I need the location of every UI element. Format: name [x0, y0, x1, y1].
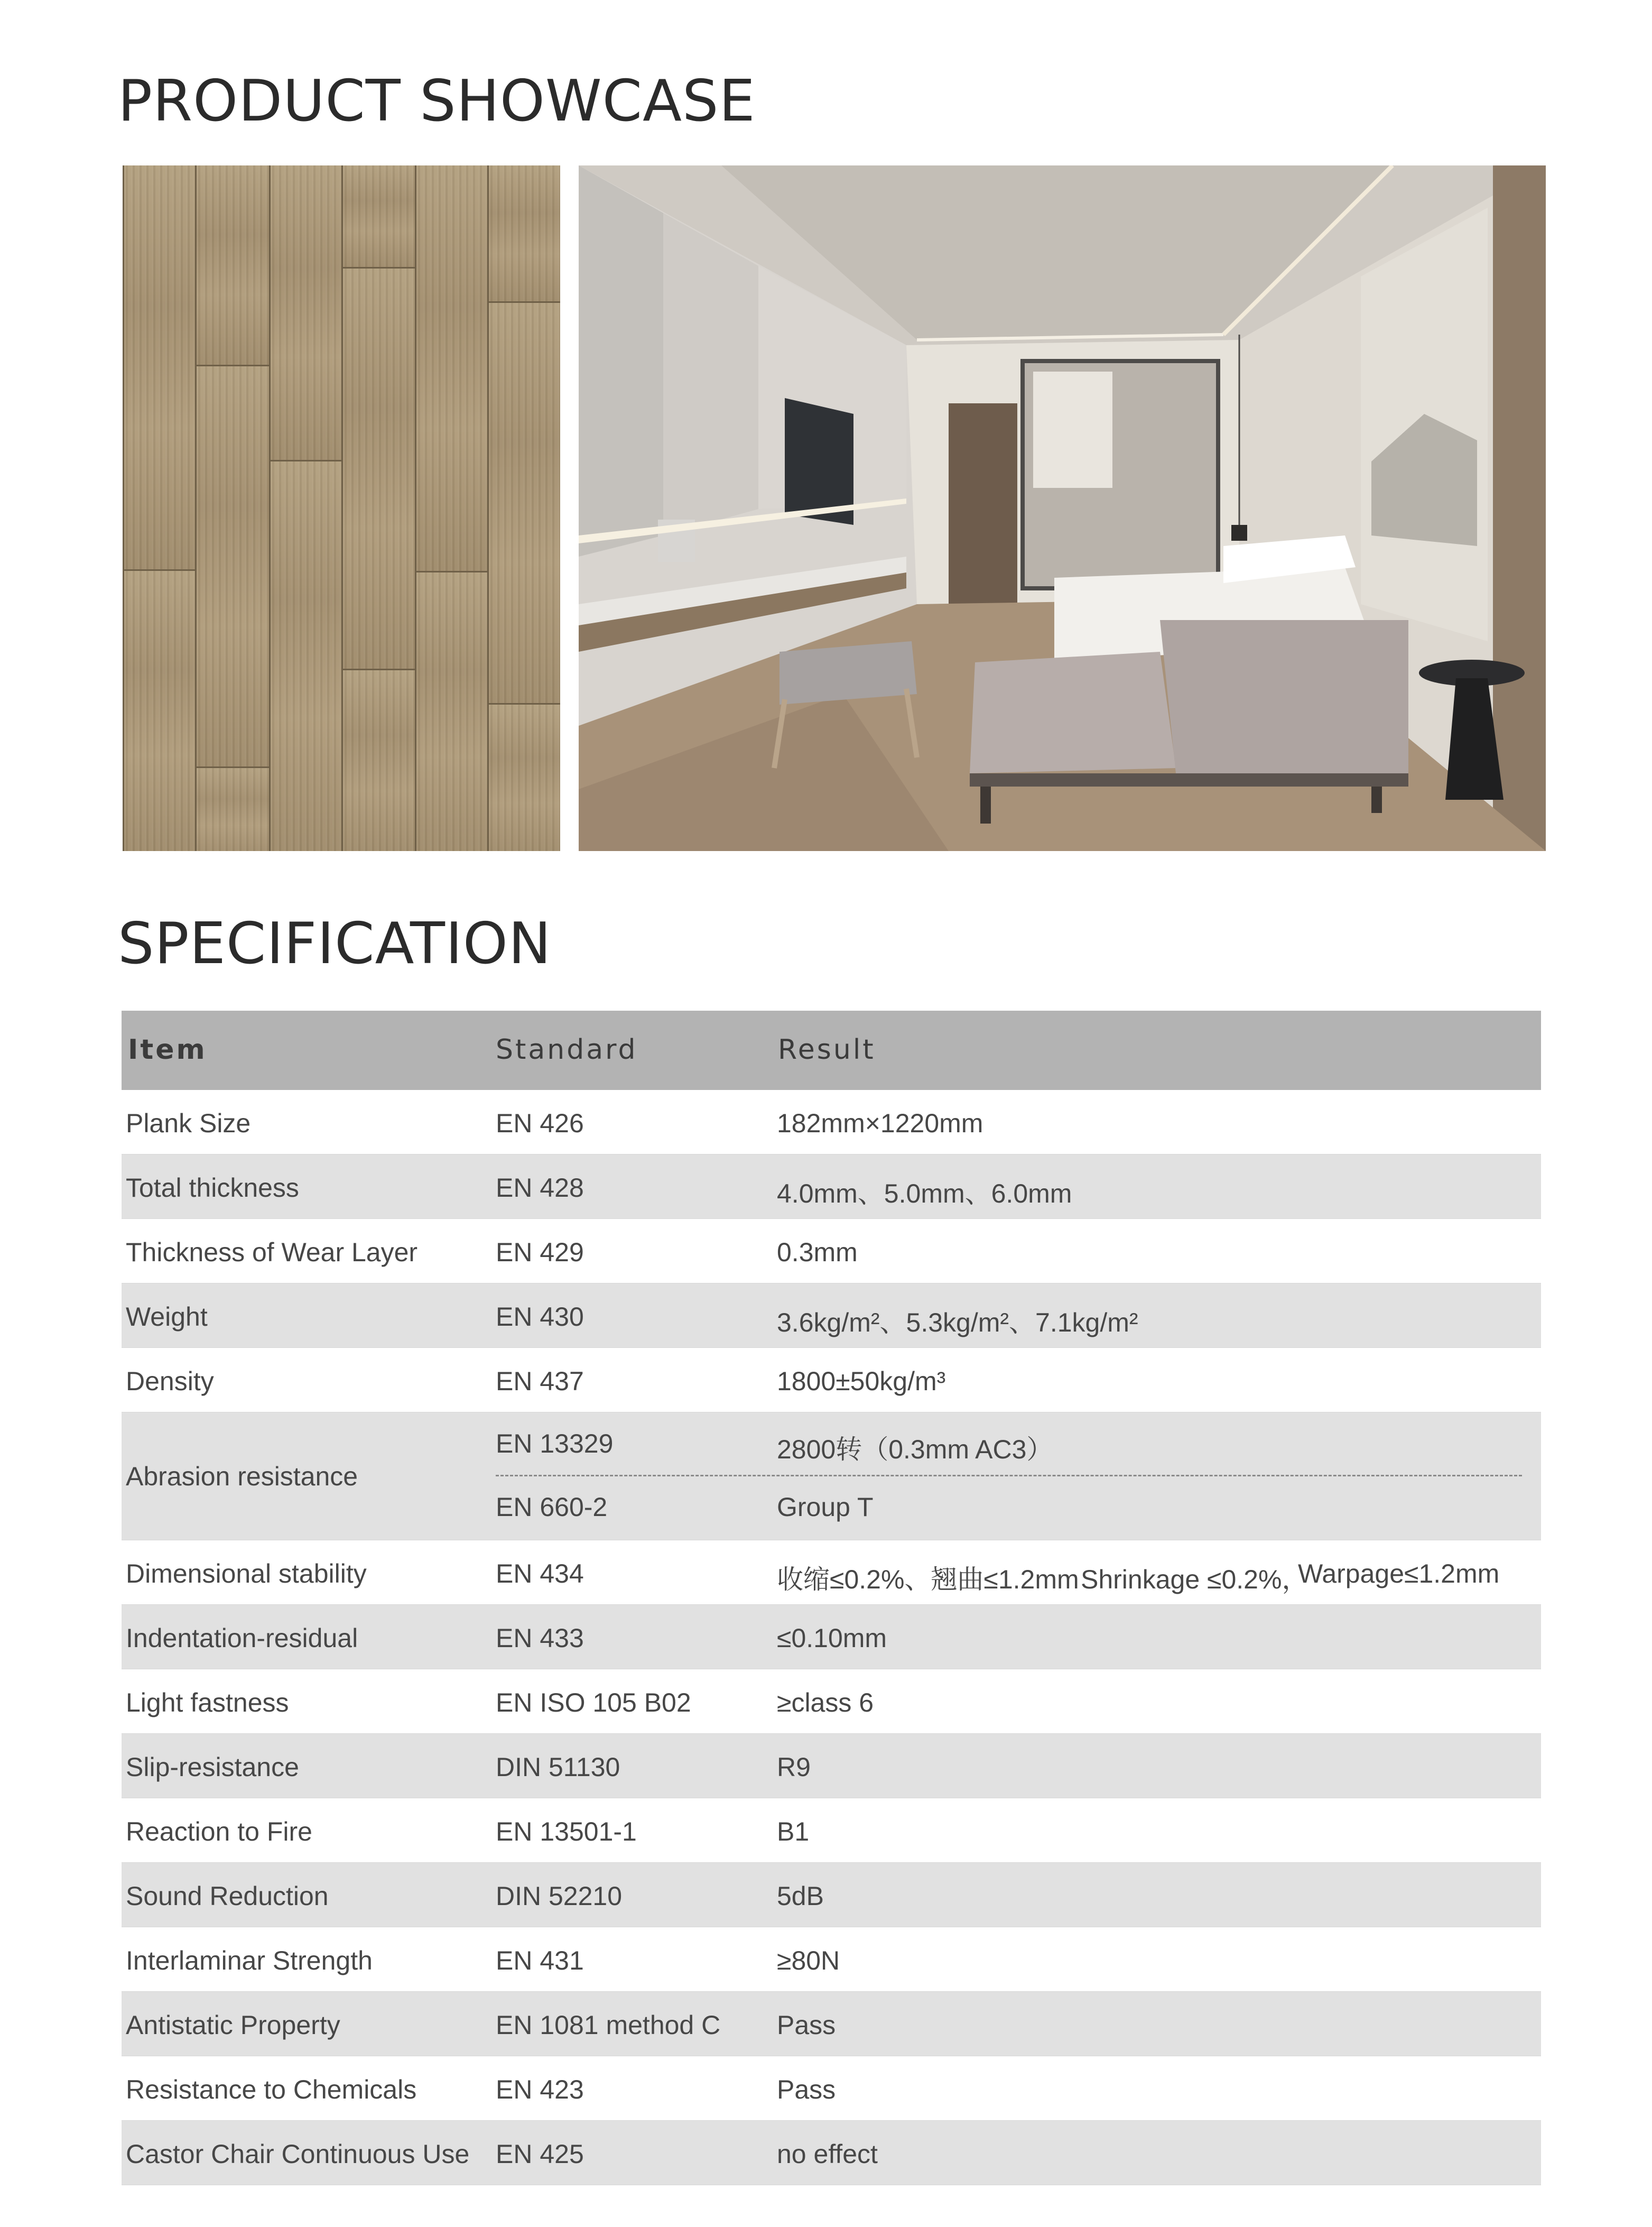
row-result: 1800±50kg/m³ [777, 1366, 946, 1396]
showcase-heading: PRODUCT SHOWCASE [118, 68, 756, 134]
row-standard: EN 429 [496, 1237, 584, 1267]
row-item: Indentation-residual [126, 1623, 358, 1653]
row-result: Pass [777, 2010, 836, 2040]
row-standard: DIN 51130 [496, 1752, 620, 1782]
row-standard: DIN 52210 [496, 1881, 623, 1911]
row-result: ≥80N [777, 1946, 840, 1975]
row-result: Pass [777, 2075, 836, 2104]
row-item: Plank Size [126, 1108, 251, 1138]
row-item: Resistance to Chemicals [126, 2075, 417, 2104]
row-standard-a: EN 13329 [496, 1429, 614, 1458]
specification-table [122, 1011, 1541, 2185]
header-result: Result [778, 1034, 876, 1066]
bedroom-illustration [579, 165, 1546, 851]
table-row [122, 1669, 1541, 1734]
row-result: 5dB [777, 1881, 824, 1911]
row-result: 4.0mm、5.0mm、6.0mm [777, 1179, 1072, 1208]
table-row [122, 2056, 1541, 2121]
row-result: B1 [777, 1817, 810, 1846]
table-row [122, 2121, 1541, 2185]
row-item: Sound Reduction [126, 1881, 329, 1911]
row-standard: EN ISO 105 B02 [496, 1688, 691, 1717]
row-standard: EN 1081 method C [496, 2010, 721, 2040]
row-result-shrinkage: Shrinkage ≤0.2%， [1081, 1565, 1308, 1594]
row-result: 0.3mm [777, 1237, 858, 1267]
row-item: Weight [126, 1302, 208, 1332]
row-item: Abrasion resistance [126, 1462, 358, 1491]
row-item: Castor Chair Continuous Use [126, 2139, 470, 2169]
row-result: ≤0.10mm [777, 1623, 887, 1653]
bedroom-image [579, 165, 1546, 851]
row-item: Thickness of Wear Layer [126, 1237, 418, 1267]
row-item: Slip-resistance [126, 1752, 299, 1782]
row-result: no effect [777, 2139, 878, 2169]
row-standard: EN 434 [496, 1559, 584, 1588]
row-result: ≥class 6 [777, 1688, 874, 1717]
row-standard: EN 437 [496, 1366, 584, 1396]
row-standard: EN 428 [496, 1173, 584, 1203]
row-result: 收缩≤0.2%、翘曲≤1.2mm [777, 1565, 1079, 1594]
table-row [122, 1992, 1541, 2056]
row-standard: EN 430 [496, 1302, 584, 1332]
row-standard: EN 423 [496, 2075, 584, 2104]
row-standard: EN 425 [496, 2139, 584, 2169]
row-item: Antistatic Property [126, 2010, 340, 2040]
row-result-b: Group T [777, 1492, 874, 1522]
specification-heading: SPECIFICATION [118, 911, 552, 977]
row-standard: EN 431 [496, 1946, 584, 1975]
row-result: 182mm×1220mm [777, 1108, 983, 1138]
row-result: R9 [777, 1752, 811, 1782]
row-result-a: 2800转（0.3mm AC3） [777, 1435, 1053, 1464]
row-item: Dimensional stability [126, 1559, 367, 1588]
row-standard-b: EN 660-2 [496, 1492, 608, 1522]
table-header [122, 1011, 1541, 1090]
row-item: Reaction to Fire [126, 1817, 312, 1846]
row-standard: EN 13501-1 [496, 1817, 637, 1846]
header-standard: Standard [496, 1034, 638, 1066]
table-row [122, 1348, 1541, 1412]
row-result-warpage: Warpage≤1.2mm [1298, 1559, 1500, 1588]
table-row [122, 1090, 1541, 1154]
table-row [122, 1283, 1541, 1348]
table-row [122, 1412, 1541, 1540]
dashed-divider [496, 1475, 1522, 1476]
header-item: Item [128, 1034, 207, 1066]
table-row [122, 1798, 1541, 1863]
row-standard: EN 426 [496, 1108, 584, 1138]
row-item: Interlaminar Strength [126, 1946, 373, 1975]
table-row [122, 1154, 1541, 1219]
row-result: 3.6kg/m²、5.3kg/m²、7.1kg/m² [777, 1308, 1138, 1337]
row-item: Total thickness [126, 1173, 299, 1203]
table-row [122, 1927, 1541, 1992]
row-item: Light fastness [126, 1688, 289, 1717]
table-row [122, 1219, 1541, 1283]
table-row [122, 1605, 1541, 1669]
row-item: Density [126, 1366, 214, 1396]
wood-swatch-image [123, 165, 560, 851]
table-row [122, 1863, 1541, 1927]
table-row [122, 1540, 1541, 1605]
table-row [122, 1734, 1541, 1798]
row-standard: EN 433 [496, 1623, 584, 1653]
